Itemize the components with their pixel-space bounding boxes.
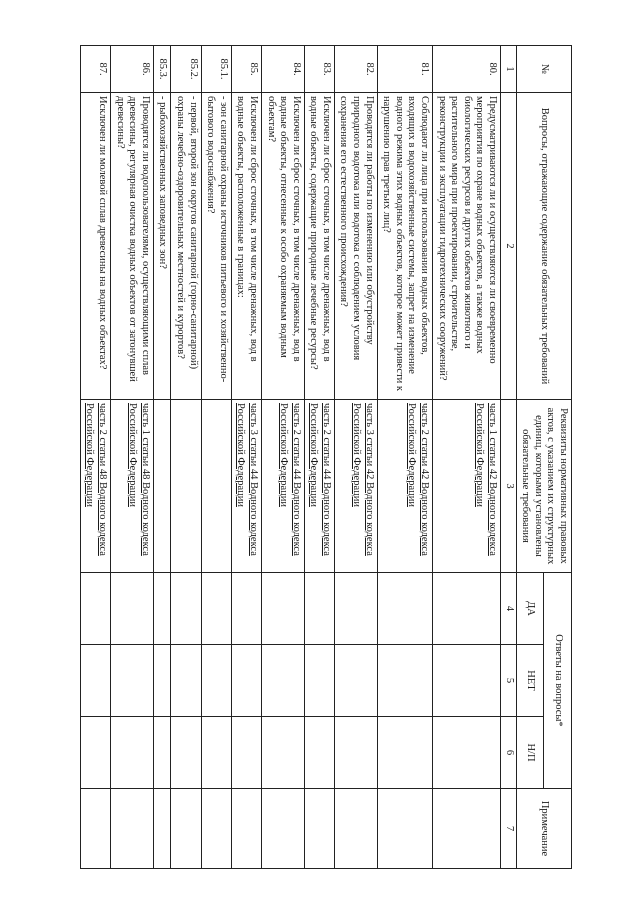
row-number xyxy=(171,46,201,93)
row-reference-text: часть 2 статьи 42 Водного кодекса Российской Федерации xyxy=(406,403,431,556)
answer-no-cell xyxy=(171,645,201,717)
index-cell: 5 xyxy=(501,645,517,717)
row-reference-text: часть 2 статьи 44 Водного кодекса Российской Федерации xyxy=(308,403,332,556)
row-reference xyxy=(433,400,501,573)
note-cell xyxy=(153,789,171,869)
row-reference xyxy=(261,400,304,573)
row-number-text: 87. xyxy=(97,62,108,76)
row-number xyxy=(261,46,304,93)
row-reference xyxy=(153,400,171,573)
answer-na-cell xyxy=(261,717,304,789)
answer-no-cell xyxy=(334,645,377,717)
row-number-text: 81. xyxy=(419,62,431,76)
row-question-text: Предусматриваются ли и осуществляются ли своевременно мероприятия по охране водных объектов, а также водных биологических ресурсов и других объектов животного и растительного мира при проектировании, строительстве, реконструкции и эксплуатации гидротехнических сооружений? xyxy=(436,96,499,381)
row-reference xyxy=(231,400,261,573)
row-reference-text: часть 3 статьи 44 Водного кодекса Российской Федерации xyxy=(235,403,259,556)
answer-yes-cell xyxy=(377,573,432,645)
row-question xyxy=(111,93,154,400)
row-number-text: 82. xyxy=(363,62,375,76)
answer-no-cell xyxy=(304,645,334,717)
col-no-header: НЕТ xyxy=(516,645,544,717)
row-reference xyxy=(334,400,377,573)
answer-yes-cell xyxy=(334,573,377,645)
answer-na-cell xyxy=(231,717,261,789)
col-note-header: Примечание xyxy=(516,789,571,869)
answer-no-cell xyxy=(201,645,231,717)
row-reference xyxy=(201,400,231,573)
row-number-text: 83. xyxy=(320,62,332,76)
row-question xyxy=(231,93,261,400)
row-reference-text: часть 3 статьи 42 Водного кодекса Российской Федерации xyxy=(351,403,375,556)
row-question xyxy=(171,93,201,400)
answer-yes-cell xyxy=(433,573,501,645)
row-question xyxy=(261,93,304,400)
note-cell xyxy=(201,789,231,869)
answer-yes-cell xyxy=(171,573,201,645)
table-row xyxy=(231,46,261,869)
row-number-text: 85.3. xyxy=(157,58,169,80)
answer-na-cell xyxy=(171,717,201,789)
row-number-text: 80. xyxy=(487,62,499,76)
col-yes-header: ДА xyxy=(516,573,544,645)
row-question-text: - зон санитарной охраны источников питьевого и хозяйственно-бытового водоснабжения? xyxy=(205,96,229,383)
row-reference-text: часть 2 статьи 48 Водного кодекса Российской Федерации xyxy=(84,403,108,556)
note-cell xyxy=(261,789,304,869)
index-cell: 1 xyxy=(501,46,517,93)
answer-yes-cell xyxy=(231,573,261,645)
row-number xyxy=(433,46,501,93)
row-reference xyxy=(171,400,201,573)
note-cell xyxy=(231,789,261,869)
row-question xyxy=(201,93,231,400)
row-number xyxy=(231,46,261,93)
answer-no-cell xyxy=(261,645,304,717)
row-question-text: Проводятся ли водопользователями, осуществляющими сплав древесины, регулярная очистка водных объектов от затонувшей древесины? xyxy=(114,96,151,382)
answer-na-cell xyxy=(153,717,171,789)
note-cell xyxy=(304,789,334,869)
checklist-table xyxy=(80,45,572,869)
row-question-text: - первой, второй зон округов санитарной (горно-санитарной) охраны лечебно-оздоровительных местностей и курортов? xyxy=(174,96,199,370)
row-reference-text: часть 1 статьи 48 Водного кодекса Российской Федерации xyxy=(127,403,151,556)
answer-na-cell xyxy=(304,717,334,789)
row-number xyxy=(201,46,231,93)
row-reference xyxy=(80,400,110,573)
answer-na-cell xyxy=(377,717,432,789)
table-row xyxy=(261,46,304,869)
row-number-text: 86. xyxy=(139,62,151,76)
index-cell: 4 xyxy=(501,573,517,645)
row-number xyxy=(377,46,432,93)
answer-yes-cell xyxy=(80,573,110,645)
index-cell: 7 xyxy=(501,789,517,869)
row-number-text: 84. xyxy=(290,62,302,76)
row-reference xyxy=(377,400,432,573)
answer-yes-cell xyxy=(153,573,171,645)
row-question xyxy=(377,93,432,400)
answer-no-cell xyxy=(80,645,110,717)
row-number xyxy=(153,46,171,93)
row-reference xyxy=(111,400,154,573)
col-question-header: Вопросы, отражающие содержание обязательных требований xyxy=(516,93,571,400)
index-cell: 3 xyxy=(501,400,517,573)
answer-yes-cell xyxy=(201,573,231,645)
answer-no-cell xyxy=(377,645,432,717)
table-row xyxy=(171,46,201,869)
row-number-text: 85.1. xyxy=(217,58,229,80)
col-reference-header: Реквизиты нормативных правовых актов, с указанием их структурных единиц, которыми установлены обязательные требования xyxy=(516,400,571,573)
answer-no-cell xyxy=(433,645,501,717)
note-cell xyxy=(171,789,201,869)
row-reference-text: часть 1 статьи 42 Водного кодекса Российской Федерации xyxy=(474,403,499,556)
row-reference xyxy=(304,400,334,573)
table-row xyxy=(111,46,154,869)
row-number-text: 85.2. xyxy=(187,58,199,80)
row-reference-text: часть 2 статьи 44 Водного кодекса Российской Федерации xyxy=(278,403,302,556)
row-question-text: Исключен ли сброс сточных, в том числе дренажных, вод в водные объекты, отнесенные к особо охраняемым водным объектам? xyxy=(265,96,302,362)
answer-na-cell xyxy=(334,717,377,789)
table-row xyxy=(433,46,501,869)
row-question-text: Исключен ли молевой сплав древесины на водных объектах? xyxy=(97,96,108,370)
row-question xyxy=(153,93,171,400)
row-number xyxy=(80,46,110,93)
row-question-text: Проводятся ли работы по изменению или обустройству природного водотока или водотока с соблюдением условия сохранения его естественного происхождения? xyxy=(338,96,375,361)
table-row xyxy=(80,46,110,869)
row-number xyxy=(111,46,154,93)
col-answers-header: Ответы на вопросы* xyxy=(544,573,572,789)
table-row xyxy=(304,46,334,869)
answer-no-cell xyxy=(231,645,261,717)
table-row xyxy=(201,46,231,869)
answer-na-cell xyxy=(433,717,501,789)
note-cell xyxy=(334,789,377,869)
answer-no-cell xyxy=(111,645,154,717)
answer-na-cell xyxy=(111,717,154,789)
table-row xyxy=(153,46,171,869)
answer-no-cell xyxy=(153,645,171,717)
row-number-text: 85. xyxy=(247,62,259,76)
note-cell xyxy=(111,789,154,869)
row-number xyxy=(334,46,377,93)
row-question-text: Исключен ли сброс сточных, в том числе дренажных, вод в водные объекты, расположенные в границах: xyxy=(235,96,259,362)
column-index-row xyxy=(501,46,517,869)
note-cell xyxy=(433,789,501,869)
answer-na-cell xyxy=(80,717,110,789)
checklist-page xyxy=(60,45,572,869)
row-question-text: - рыбохозяйственных заповедных зон? xyxy=(157,96,169,269)
answer-yes-cell xyxy=(304,573,334,645)
header-row xyxy=(544,46,572,869)
col-num-header: № xyxy=(516,46,571,93)
index-cell: 6 xyxy=(501,717,517,789)
table-row xyxy=(334,46,377,869)
row-question xyxy=(304,93,334,400)
col-na-header: Н/П xyxy=(516,717,544,789)
answer-yes-cell xyxy=(261,573,304,645)
row-question-text: Соблюдают ли лица при использовании водных объектов, входящих в водохозяйственные системы, запрет на изменение водного режима этих водных объектов, которое может привести к нарушению прав третьих лиц? xyxy=(381,96,431,392)
row-number xyxy=(304,46,334,93)
row-question xyxy=(334,93,377,400)
index-cell: 2 xyxy=(501,93,517,400)
note-cell xyxy=(80,789,110,869)
answer-na-cell xyxy=(201,717,231,789)
answer-yes-cell xyxy=(111,573,154,645)
note-cell xyxy=(377,789,432,869)
row-question xyxy=(433,93,501,400)
row-question-text: Исключен ли сброс сточных, в том числе дренажных, вод в водные объекты, содержащие природные лечебные ресурсы? xyxy=(308,96,332,370)
row-question xyxy=(80,93,110,400)
table-row xyxy=(377,46,432,869)
